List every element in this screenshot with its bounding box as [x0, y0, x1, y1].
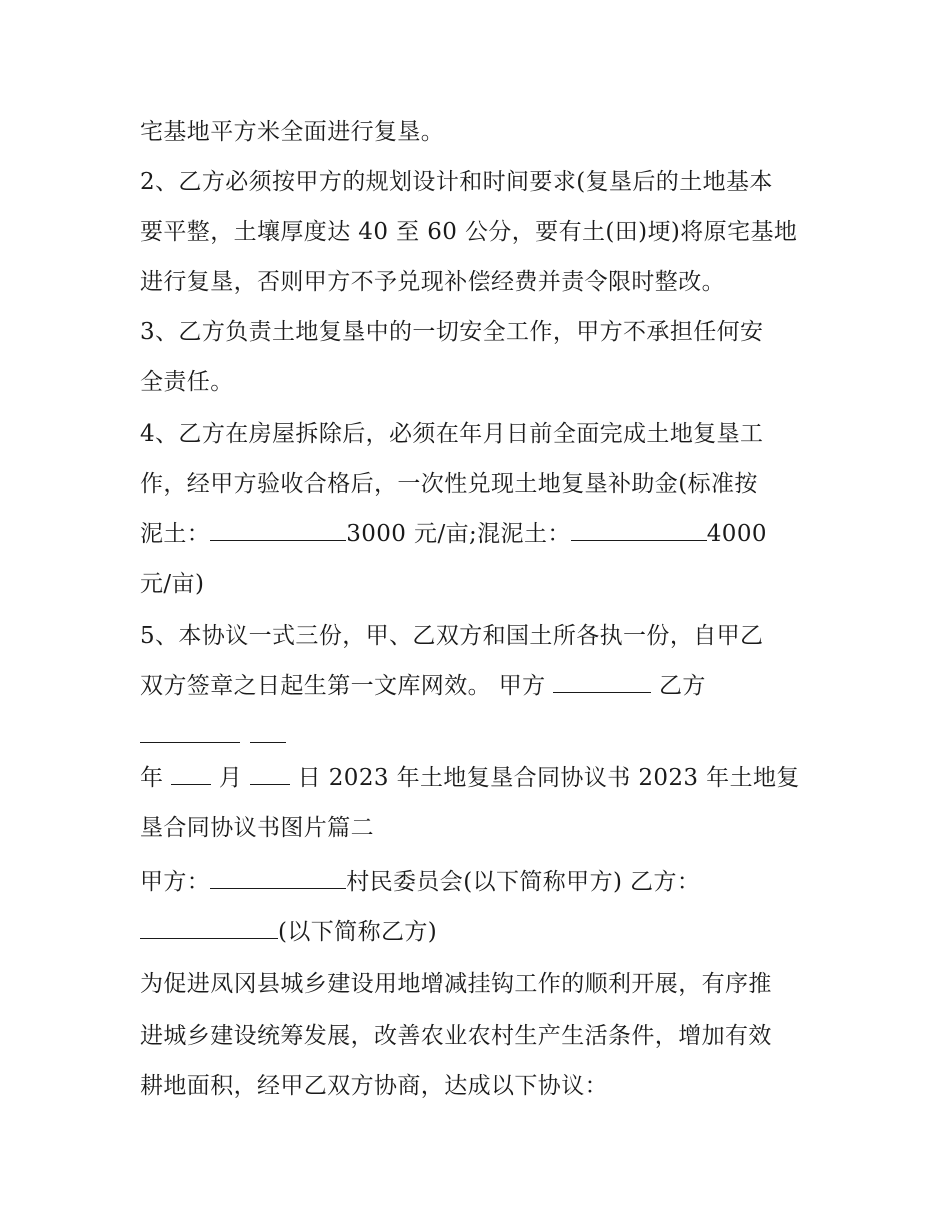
blank-line: [210, 518, 346, 541]
text-line: 垦合同协议书图片篇二: [140, 815, 374, 841]
text-line-subsidy-rates: [140, 518, 767, 550]
blank-line: [250, 720, 286, 743]
text-line: 宅基地平方米全面进行复垦。: [140, 119, 445, 145]
text-line: 为促进凤冈县城乡建设用地增减挂钩工作的顺利开展，有序推: [140, 971, 772, 997]
party-b-name-blank: [140, 916, 278, 939]
party-a-label: 甲方：: [140, 869, 211, 895]
party-b-desc: (以下简称乙方): [278, 919, 438, 945]
party-b-label: 乙方: [651, 673, 706, 699]
blank-line: [571, 518, 707, 541]
text-line: 5、本协议一式三份，甲、乙双方和国土所各执一份，自甲乙: [140, 623, 764, 649]
text-line: 3、乙方负责土地复垦中的一切安全工作，甲方不承担任何安: [140, 319, 764, 345]
month-label: 月: [211, 765, 250, 791]
day-blank: [250, 762, 290, 785]
signature-text: 双方签章之日起生第一文库网效。 甲方: [140, 673, 554, 699]
clay-soil-rate: 3000 元/亩;混泥土：: [346, 521, 571, 547]
text-line-party-b: [140, 916, 437, 948]
party-b-signature-blank: [140, 720, 240, 743]
party-a-name-blank: [210, 866, 346, 889]
text-line: 进行复垦，否则甲方不予兑现补偿经费并责令限时整改。: [140, 269, 725, 295]
month-blank: [171, 762, 211, 785]
text-line-date: [140, 762, 800, 794]
text-line: 耕地面积，经甲乙双方协商，达成以下协议：: [140, 1073, 608, 1099]
text-line: 作，经甲方验收合格后，一次性兑现土地复垦补助金(标准按: [140, 471, 758, 497]
clay-soil-label: 泥土：: [140, 521, 211, 547]
title-text: 日 2023 年土地复垦合同协议书 2023 年土地复: [289, 765, 800, 791]
year-label: 年: [140, 765, 172, 791]
text-line-party-a: [140, 866, 700, 898]
text-line: 2、乙方必须按甲方的规划设计和时间要求(复垦后的土地基本: [140, 169, 773, 195]
text-line: 要平整，土壤厚度达 40 至 60 公分，要有土(田)埂)将原宅基地: [140, 219, 798, 245]
party-a-desc: 村民委员会(以下简称甲方) 乙方：: [346, 869, 701, 895]
text-line: 元/亩): [140, 571, 205, 597]
text-line: 进城乡建设统筹发展，改善农业农村生产生活条件，增加有效: [140, 1023, 772, 1049]
party-a-signature-blank: [553, 670, 651, 693]
text-line-blanks: [140, 720, 286, 752]
text-line: 4、乙方在房屋拆除后，必须在年月日前全面完成土地复垦工: [140, 421, 764, 447]
text-line-signatures: [140, 670, 706, 702]
text-line: 全责任。: [140, 369, 234, 395]
mixed-soil-rate: 4000: [706, 521, 767, 547]
